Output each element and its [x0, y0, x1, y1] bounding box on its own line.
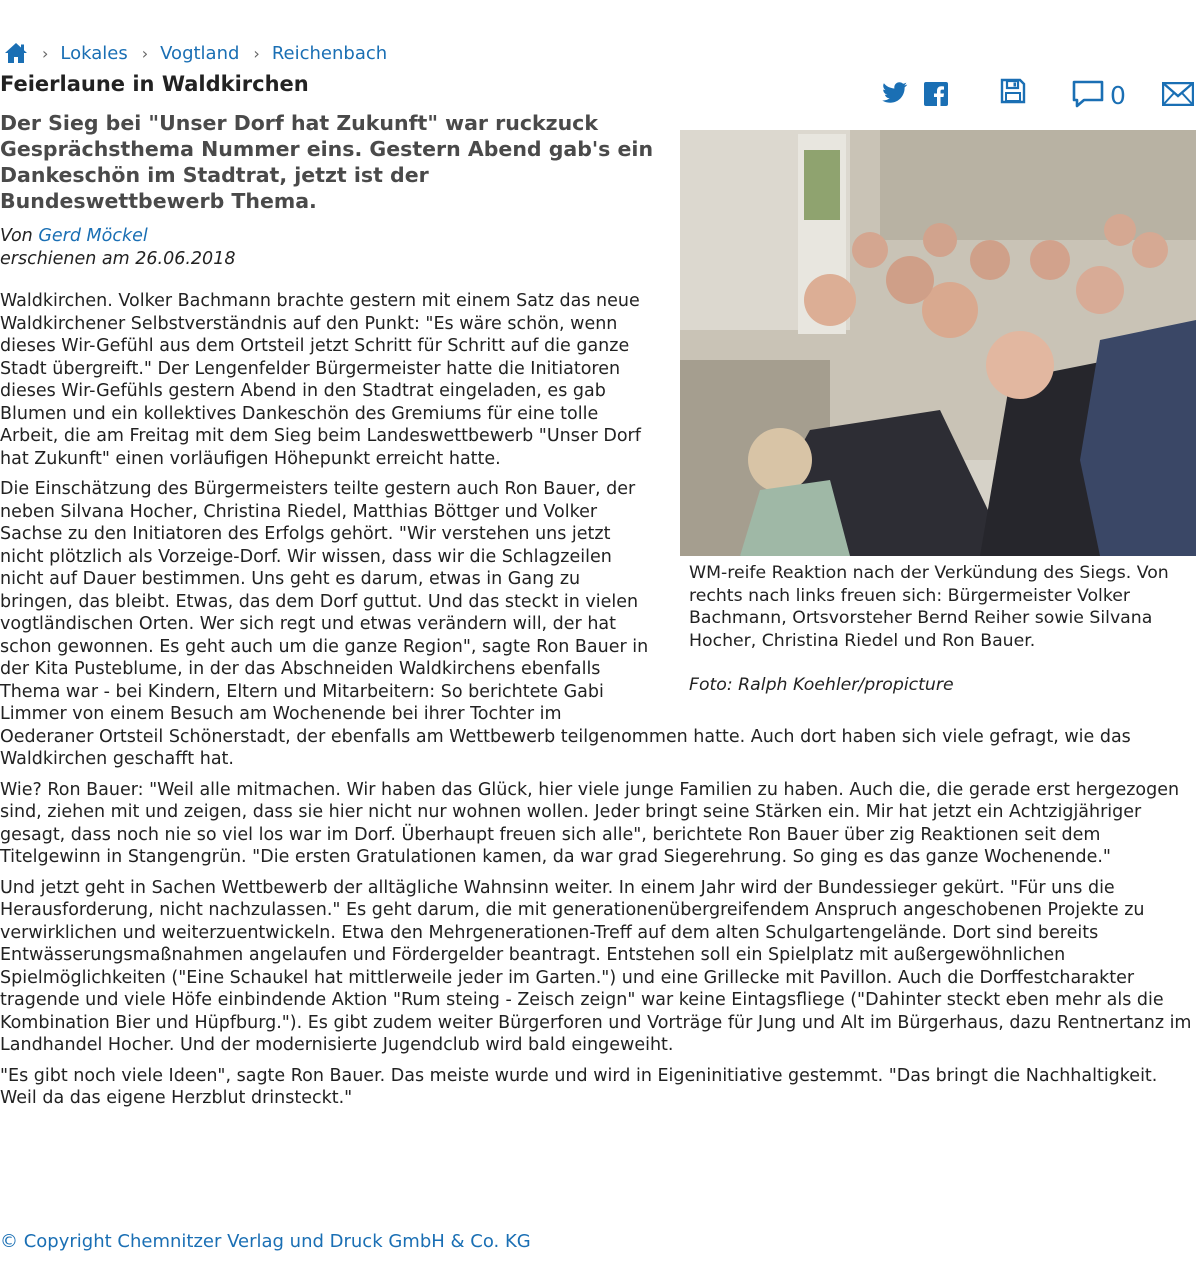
- article-paragraph: "Es gibt noch viele Ideen", sagte Ron Bauer. Das meiste wurde und wird in Eigeninitiative gestemmt. "Das bringt die Nachhaltigkeit. Weil da das eigene Herzblut drinsteckt.": [0, 1065, 1158, 1108]
- layout-spacer: [0, 128, 1, 290]
- save-icon[interactable]: [1000, 78, 1026, 104]
- photo-credit: Foto: Ralph Koehler/propicture: [689, 675, 954, 695]
- article-paragraph: Wie? Ron Bauer: "Weil alle mitmachen. Wir haben das Glück, hier viele junge Familien zu haben. Auch die, die gerade erst hergezogen sind, ziehen mit und zeigen, dass sie hier nicht nur wohnen wollen. Jeder bringt seine Stärken ein. Mir hat jetzt ein Achtzigjähriger gesagt, dass noch nie so viel los war im Dorf. Überhaupt freuen sich alle", berichtete Ron Bauer über zig Reaktionen seit dem Titelgewinn in Stangengrün. "Die ersten Gratulationen kamen, da war grad Siegerehrung. So ging es das ganze Wochenende.": [0, 779, 1180, 867]
- photo-caption: [680, 556, 1196, 697]
- breadcrumb-link-vogtland[interactable]: Vogtland: [160, 42, 240, 64]
- share-toolbar: [860, 78, 1200, 112]
- home-icon[interactable]: [4, 42, 28, 64]
- article-paragraph: Waldkirchen. Volker Bachmann brachte gestern mit einem Satz das neue Waldkirchener Selbstverständnis auf den Punkt: "Es wäre schön, wenn dieses Wir-Gefühl aus dem Ortsteil jetzt Schritt für Schritt auf die ganze Stadt übergreift." Der Lengenfelder Bürgermeister hatte die Initiatoren dieses Wir-Gefühls gestern Abend in den Stadtrat eingeladen, es gab Blumen und ein kollektives Dankeschön des Gremiums für eine tolle Arbeit, die am Freitag mit dem Sieg beim Landeswettbewerb "Unser Dorf hat Zukunft" einen vorläufigen Höhepunkt erreicht hatte.: [0, 291, 641, 469]
- comment-icon: [1072, 80, 1104, 112]
- publish-date: erschienen am 26.06.2018: [0, 249, 236, 269]
- article-title: Feierlaune in Waldkirchen: [0, 72, 309, 96]
- mail-icon[interactable]: [1162, 82, 1194, 106]
- comment-button[interactable]: [1072, 80, 1126, 112]
- article-paragraph: Und jetzt geht in Sachen Wettbewerb der alltägliche Wahnsinn weiter. In einem Jahr wird der Bundessieger gekürt. "Für uns die Herausforderung, nicht nachzulassen." Es geht darum, die mit generationenübergreifendem Anspruch angeschobenen Projekte zu verwirklichen und weiterzuentwickeln. Etwa den Mehrgenerationen-Treff auf dem alten Schulgartengelände. Dort sind bereits Entwässerungsmaßnahmen angelaufen und Fördergelder beantragt. Entstehen soll ein Spielplatz mit außergewöhnlichen Spielmöglichkeiten ("Eine Schaukel hat mittlerweile jeder im Garten.") und eine Grillecke mit Pavillon. Auch die Dorffestcharakter tragende und viele Höfe einbindende Aktion "Rum steing - Zeisch zeign" war keine Eintagsfliege ("Dahinter steckt eben mehr als die Kombination Bier und Hüpfburg."). Es gibt zudem weiter Bürgerforen und Vorträge für Jung und Alt im Bürgerhaus, dazu Rentnertanz im Landhandel Hocher. Und der modernisierte Jugendclub wird bald eingeweiht.: [0, 877, 1192, 1055]
- breadcrumb-link-reichenbach[interactable]: Reichenbach: [271, 42, 388, 64]
- copyright-link[interactable]: © Copyright Chemnitzer Verlag und Druck GmbH & Co. KG: [0, 1231, 531, 1252]
- chevron-right-icon: ›: [141, 43, 149, 63]
- chevron-right-icon: ›: [253, 43, 260, 63]
- byline-prefix: Von: [0, 226, 33, 246]
- article-lead: Der Sieg bei "Unser Dorf hat Zukunft" war ruckzuck Gesprächsthema Nummer eins. Gestern Abend gab's ein Dankeschön im Stadtrat, jetzt ist der Bundeswettbewerb Thema.: [0, 111, 654, 213]
- article-paragraph: Die Einschätzung des Bürgermeisters teilte gestern auch Ron Bauer, der neben Silvana Hocher, Christina Riedel, Matthias Böttger und Volker Sachse zu den Initiatoren des Erfolgs gehört. "Wir verstehen uns jetzt nicht plötzlich als Vorzeige-Dorf. Wir wissen, dass wir die Schlagzeilen nicht auf Dauer bestimmen. Uns geht es darum, etwas in Gang zu bringen, das bleibt. Etwas, das dem Dorf guttut. Und das steckt in vielen vogtländischen Orten. Wer sich regt und etwas verändern will, der hat schon gewonnen. Es geht auch um die ganze Region", sagte Ron Bauer in der Kita Pusteblume, in der das Abschneiden Waldkirchens ebenfalls Thema war - bei Kindern, Eltern und Mitarbeitern: So berichtete Gabi Limmer von einem Besuch am Wochenende bei ihrer Tochter im Oederaner Ortsteil Schönerstadt, der ebenfalls am Wettbewerb teilgenommen hatte. Auch dort haben sich viele gefragt, wie das Waldkirchen geschafft hat.: [0, 479, 1131, 769]
- breadcrumb: [4, 38, 387, 68]
- author-link[interactable]: Gerd Möckel: [38, 226, 148, 246]
- caption-text: WM-reife Reaktion nach der Verkündung des Siegs. Von rechts nach links freuen sich: Bürgermeister Volker Bachmann, Ortsvorsteher Bernd Reiher sowie Silvana Hocher, Christina Riedel und Ron Bauer.: [689, 563, 1169, 651]
- comment-count: 0: [1110, 81, 1126, 110]
- chevron-right-icon: ›: [42, 43, 49, 63]
- twitter-icon[interactable]: [882, 82, 908, 104]
- breadcrumb-link-lokales[interactable]: Lokales: [60, 42, 128, 64]
- article-body: [0, 128, 1196, 1118]
- facebook-icon[interactable]: [924, 82, 948, 106]
- article-photo[interactable]: [680, 130, 1196, 556]
- article-figure: [680, 128, 1196, 697]
